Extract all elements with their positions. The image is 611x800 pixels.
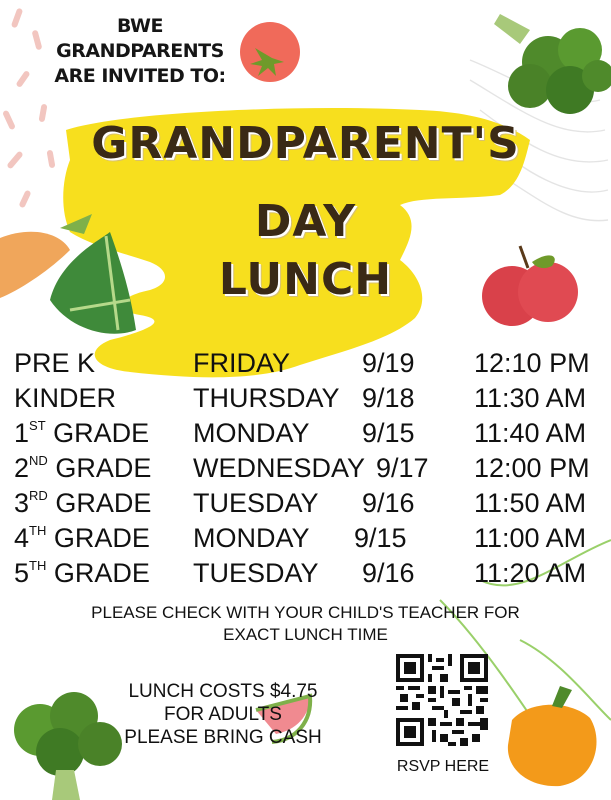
time-cell: 11:50 AM bbox=[474, 488, 587, 518]
date-cell: 9/15 bbox=[354, 523, 407, 553]
broccoli-bottom-icon bbox=[14, 692, 122, 800]
invite-line-3: ARE INVITED TO: bbox=[54, 65, 226, 87]
date-cell: 9/19 bbox=[362, 348, 415, 378]
day-column bbox=[193, 346, 365, 591]
invite-heading bbox=[40, 14, 240, 89]
time-cell: 11:30 AM bbox=[474, 383, 587, 413]
date-cell: 9/16 bbox=[362, 558, 415, 588]
title-line-1: GRANDPARENT'S bbox=[91, 118, 520, 169]
note-line-1: PLEASE CHECK WITH YOUR CHILD'S TEACHER FOR bbox=[91, 603, 520, 622]
lunch-time-note bbox=[0, 602, 611, 646]
day-cell: TUESDAY bbox=[193, 488, 319, 518]
rsvp-label: RSVP HERE bbox=[396, 758, 490, 775]
grade-column bbox=[14, 346, 151, 591]
day-cell: MONDAY bbox=[193, 418, 310, 448]
date-column bbox=[354, 346, 429, 591]
time-cell: 11:00 AM bbox=[474, 523, 587, 553]
date-cell: 9/15 bbox=[362, 418, 415, 448]
grade-cell: 1ST GRADE bbox=[14, 418, 150, 448]
grade-cell: KINDER bbox=[14, 383, 117, 413]
tomato-icon bbox=[240, 22, 300, 82]
time-cell: 11:20 AM bbox=[474, 558, 587, 588]
time-cell: 12:10 PM bbox=[474, 348, 590, 378]
grade-cell: 2ND GRADE bbox=[14, 453, 152, 483]
grade-cell: 4TH GRADE bbox=[14, 523, 150, 553]
time-column bbox=[474, 346, 590, 591]
time-cell: 12:00 PM bbox=[474, 453, 590, 483]
cost-line-2: FOR ADULTS bbox=[164, 704, 282, 725]
qr-code[interactable] bbox=[396, 654, 488, 746]
note-line-2: EXACT LUNCH TIME bbox=[223, 625, 388, 644]
grade-cell: 3RD GRADE bbox=[14, 488, 152, 518]
date-cell: 9/18 bbox=[362, 383, 415, 413]
title-line-2: DAY bbox=[254, 196, 357, 247]
day-cell: WEDNESDAY bbox=[193, 453, 366, 483]
lunch-cost bbox=[108, 680, 338, 749]
title-line-3: LUNCH bbox=[218, 254, 393, 305]
invite-line-2: GRANDPARENTS bbox=[56, 40, 224, 62]
day-cell: THURSDAY bbox=[193, 383, 340, 413]
grade-cell: PRE K bbox=[14, 348, 96, 378]
day-cell: FRIDAY bbox=[193, 348, 291, 378]
date-cell: 9/16 bbox=[362, 488, 415, 518]
grade-cell: 5TH GRADE bbox=[14, 558, 150, 588]
cost-line-3: PLEASE BRING CASH bbox=[124, 727, 322, 748]
date-cell: 9/17 bbox=[376, 453, 429, 483]
day-cell: MONDAY bbox=[193, 523, 310, 553]
invite-line-1: BWE bbox=[117, 15, 163, 37]
day-cell: TUESDAY bbox=[193, 558, 319, 588]
time-cell: 11:40 AM bbox=[474, 418, 587, 448]
broccoli-icon bbox=[494, 14, 611, 114]
cost-line-1: LUNCH COSTS $4.75 bbox=[128, 681, 318, 702]
